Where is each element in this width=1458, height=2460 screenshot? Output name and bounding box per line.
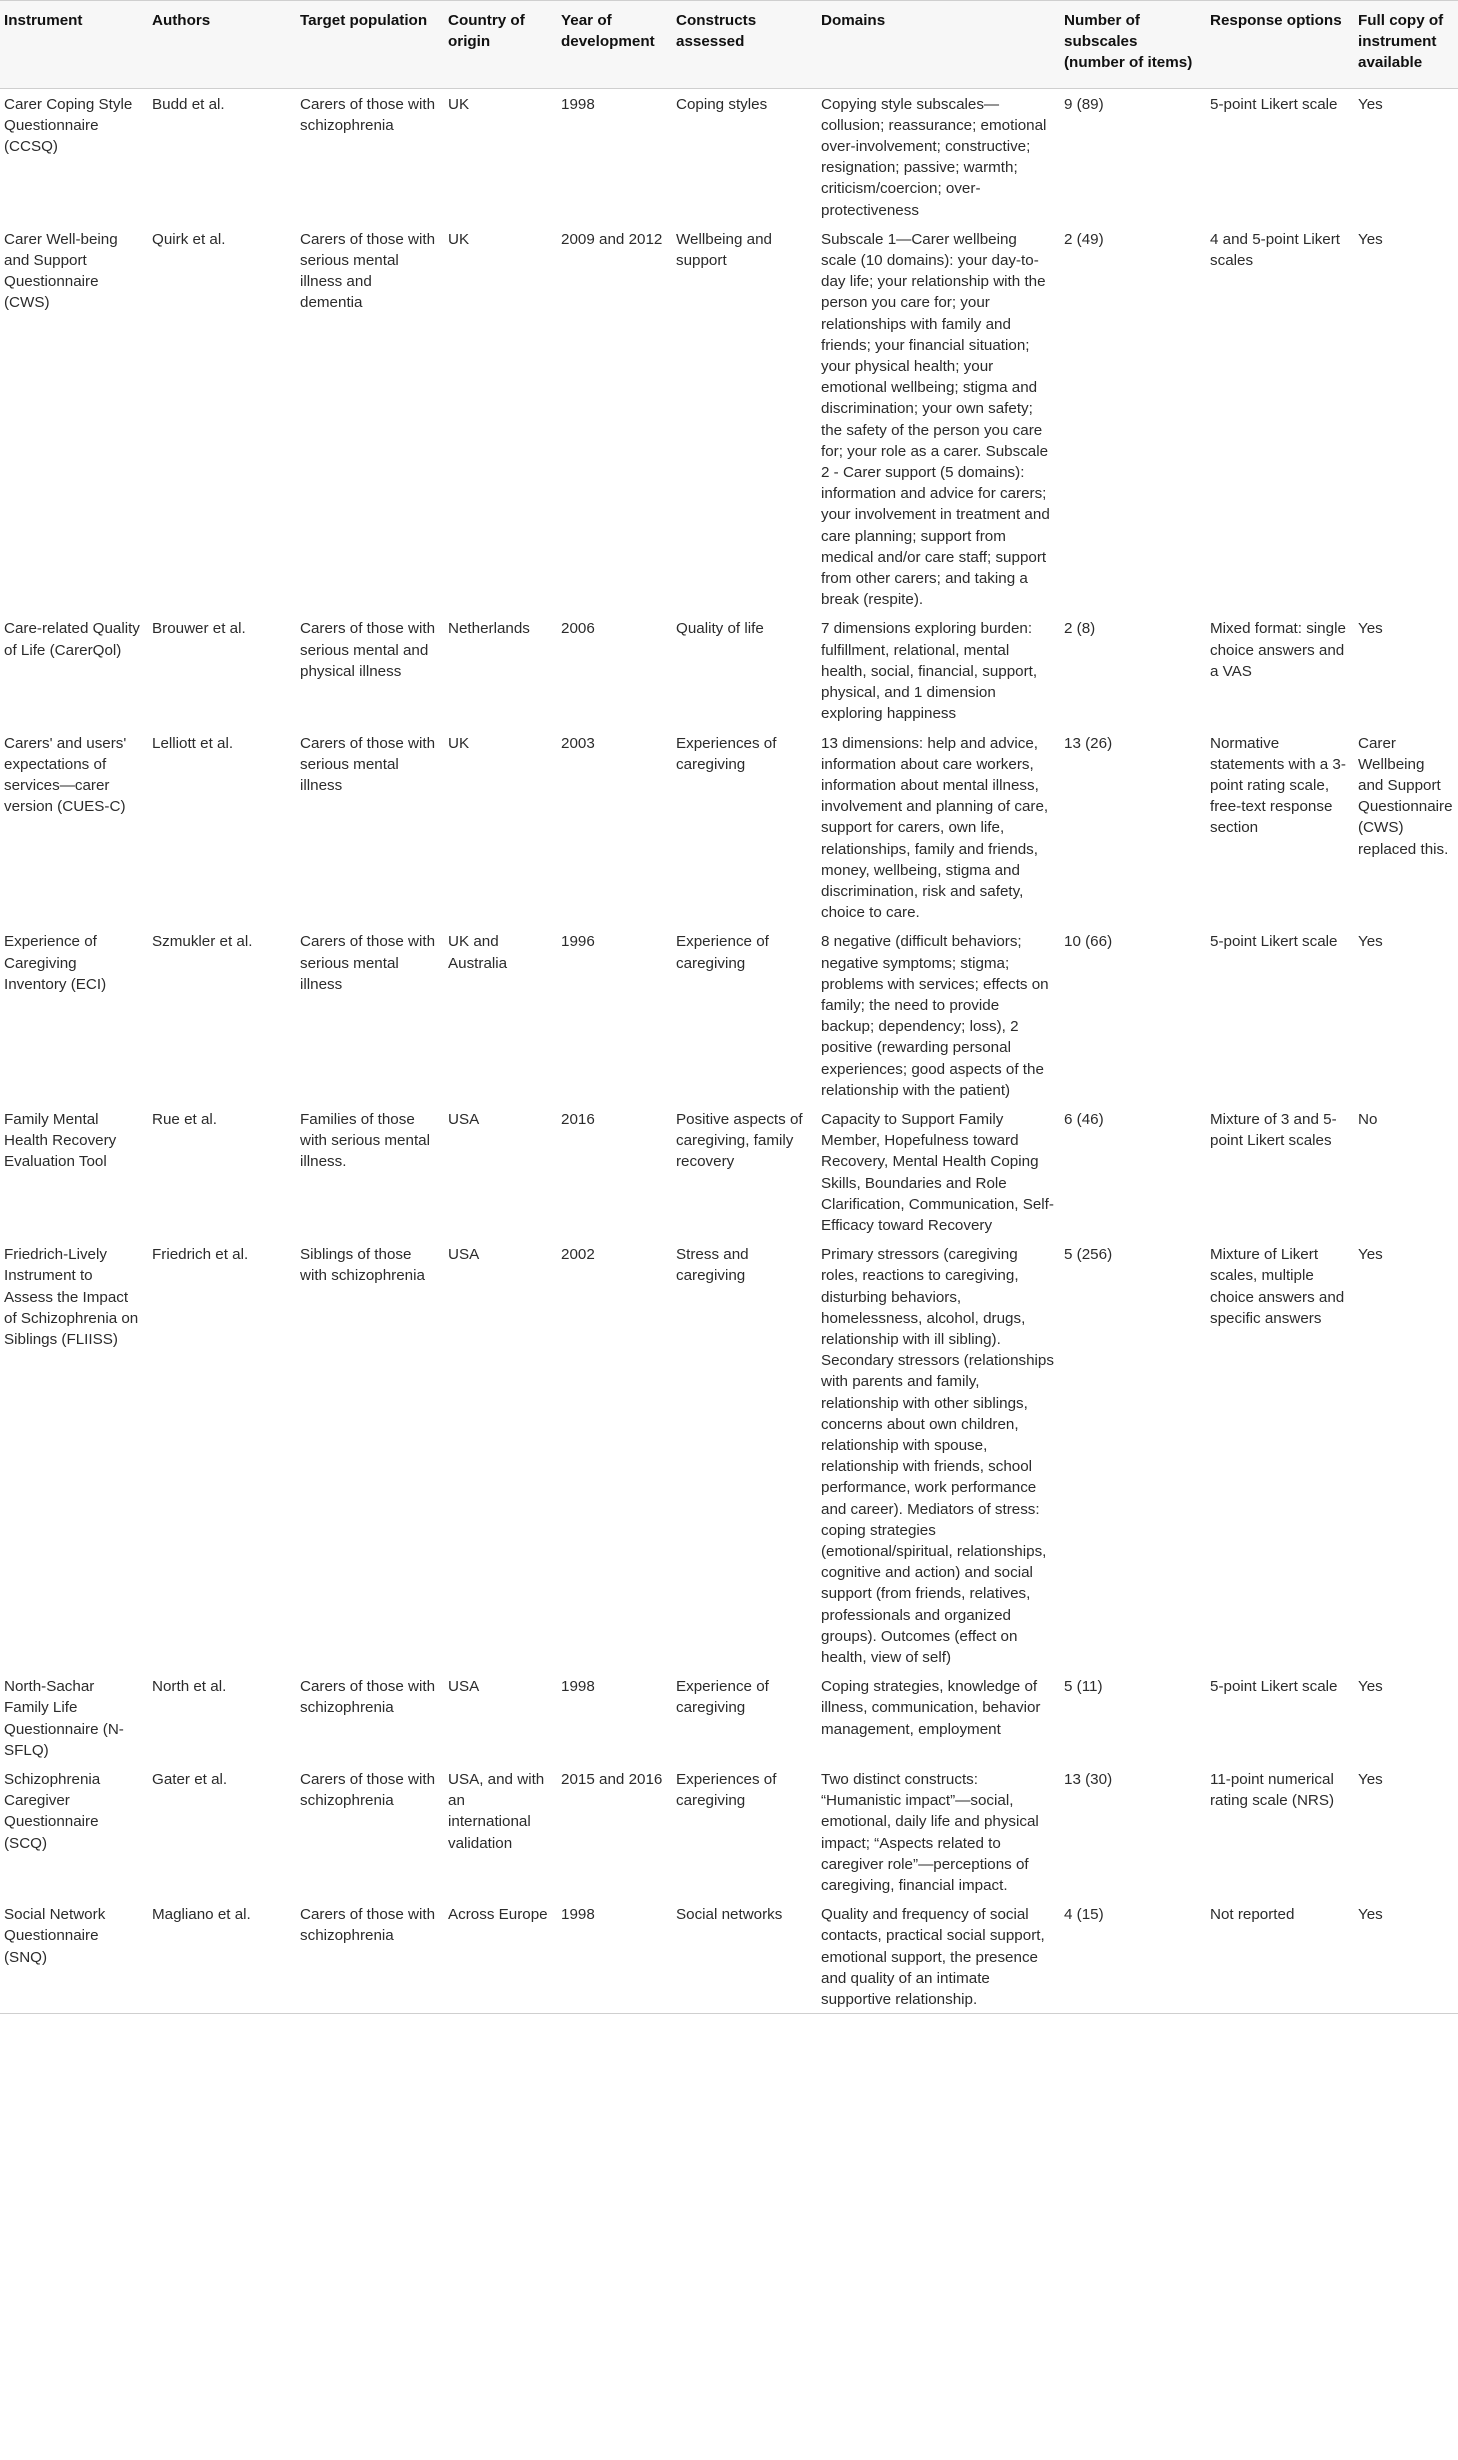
cell-full-copy: Yes xyxy=(1354,1899,1458,2014)
cell-year: 2006 xyxy=(561,620,595,638)
cell-authors: Brouwer et al. xyxy=(152,620,246,638)
cell-domains: Capacity to Support Family Member, Hopefulness toward Recovery, Mental Health Coping Skills, Boundaries and Role Clarification, Communication, Self-Efficacy toward Recovery xyxy=(821,1110,1054,1234)
table-row xyxy=(0,1899,1458,2014)
cell-full-copy: Yes xyxy=(1358,95,1383,113)
header-instrument: Instrument xyxy=(0,1,148,89)
cell-target-population: Carers of those with serious mental and physical illness xyxy=(300,620,436,680)
table-row xyxy=(0,728,1458,927)
cell-instrument: Experience of Caregiving Inventory (ECI) xyxy=(4,933,107,993)
cell-domains: 7 dimensions exploring burden: fulfillment, relational, mental health, social, financial, support, physical, and 1 dimension exploring happiness xyxy=(821,620,1038,723)
cell-target-population: Siblings of those with schizophrenia xyxy=(300,1246,425,1285)
cell-full-copy: Yes xyxy=(1358,1678,1383,1696)
cell-target-population: Carers of those with serious mental illness xyxy=(300,734,436,794)
cell-authors: Magliano et al. xyxy=(148,1899,296,2014)
header-target-population: Target population xyxy=(296,1,444,89)
cell-response-options: Not reported xyxy=(1206,1899,1354,2014)
table-row xyxy=(0,1104,1458,1239)
cell-domains: 13 dimensions: help and advice, information about care workers, information about mental illness, involvement and planning of care, support for carers, own life, relationships, family and friends, money, wellbeing, stigma and discrimination, risk and safety, choice to care. xyxy=(821,734,1049,922)
cell-subscales: 13 (30) xyxy=(1064,1771,1113,1789)
cell-constructs: Coping styles xyxy=(676,95,768,113)
cell-authors: Szmukler et al. xyxy=(152,933,253,951)
cell-country: UK xyxy=(448,734,470,752)
cell-instrument: Schizophrenia Caregiver Questionnaire (SCQ) xyxy=(4,1771,101,1852)
cell-subscales: 10 (66) xyxy=(1064,933,1113,951)
cell-domains: Subscale 1—Carer wellbeing scale (10 domains): your day-to-day life; your relationship with the person you care for; your relationships with family and friends; your financial situation; your physical health; your emotional wellbeing; stigma and discrimination; your own safety; the safety of the person you care for; your role as a carer. Subscale 2 - Carer support (5 domains): information and advice for carers; your involvement in treatment and care planning; support from medical and/or care staff; support from other carers; and taking a break (respite). xyxy=(821,230,1050,609)
header-domains: Domains xyxy=(817,1,1060,89)
cell-subscales: 13 (26) xyxy=(1064,734,1113,752)
cell-year: 1998 xyxy=(561,1678,595,1696)
table-body xyxy=(0,88,1458,2014)
cell-domains: Primary stressors (caregiving roles, reactions to caregiving, disturbing behaviors, homelessness, alcohol, drugs, relationship with ill sibling). Secondary stressors (relationships with parents and family, relationship with other siblings, concerns about own children, relationship with spouse, relationship with friends, school performance, work performance and career). Mediators of stress: coping strategies (emotional/spiritual, relationships, cognitive and action) and social support (from friends, relatives, professionals and organized groups). Outcomes (effect on health, view of self) xyxy=(821,1246,1054,1667)
cell-instrument: Carer Coping Style Questionnaire (CCSQ) xyxy=(4,95,133,156)
cell-year: 1998 xyxy=(561,95,595,113)
cell-constructs: Experience of caregiving xyxy=(676,933,769,972)
cell-response-options: Normative statements with a 3-point rating scale, free-text response section xyxy=(1210,734,1346,837)
cell-country: UK xyxy=(448,230,470,248)
cell-full-copy: Yes xyxy=(1358,1246,1383,1264)
cell-instrument: Carers' and users' expectations of services—carer version (CUES-C) xyxy=(4,734,127,816)
cell-country: USA xyxy=(448,1110,480,1128)
cell-year: 1996 xyxy=(561,933,595,951)
cell-subscales: 5 (11) xyxy=(1064,1678,1103,1696)
header-response-options: Response options xyxy=(1206,1,1354,89)
cell-domains: 8 negative (difficult behaviors; negative symptoms; stigma; problems with services; effects on family; the need to provide backup; dependency; loss), 2 positive (rewarding personal experiences; good aspects of the relationship with the patient) xyxy=(821,933,1049,1099)
cell-authors: Lelliott et al. xyxy=(152,734,234,752)
cell-response-options: 4 and 5-point Likert scales xyxy=(1210,230,1341,270)
cell-full-copy: Yes xyxy=(1358,230,1383,248)
cell-constructs: Wellbeing and support xyxy=(676,230,772,270)
header-year-of-development: Year of development xyxy=(557,1,672,89)
cell-response-options: Mixed format: single choice answers and a VAS xyxy=(1210,620,1346,680)
cell-target-population: Carers of those with serious mental illness xyxy=(300,933,436,993)
cell-subscales: 5 (256) xyxy=(1064,1246,1113,1264)
header-number-of-subscales: Number of subscales (number of items) xyxy=(1060,1,1206,89)
cell-country: UK and Australia xyxy=(448,933,508,972)
table-row xyxy=(0,224,1458,614)
cell-subscales: 6 (46) xyxy=(1064,1110,1104,1128)
cell-target-population: Carers of those with schizophrenia xyxy=(300,95,436,134)
cell-country: UK xyxy=(448,95,470,113)
cell-year: 2009 and 2012 xyxy=(561,230,663,248)
cell-year: 1998 xyxy=(557,1899,672,2014)
cell-response-options: 11-point numerical rating scale (NRS) xyxy=(1210,1771,1335,1810)
cell-instrument: Family Mental Health Recovery Evaluation Tool xyxy=(4,1110,117,1171)
cell-target-population: Carers of those with schizophrenia xyxy=(300,1678,436,1717)
cell-subscales: 2 (49) xyxy=(1064,230,1104,248)
header-row xyxy=(0,1,1458,89)
cell-target-population: Carers of those with schizophrenia xyxy=(300,1771,436,1810)
cell-instrument: Care-related Quality of Life (CarerQol) xyxy=(4,620,140,659)
cell-year: 2003 xyxy=(561,734,595,752)
cell-constructs: Stress and caregiving xyxy=(676,1246,749,1285)
cell-domains: Coping strategies, knowledge of illness, communication, behavior management, employment xyxy=(821,1678,1041,1738)
cell-full-copy: Yes xyxy=(1358,620,1383,638)
cell-domains: Quality and frequency of social contacts, practical social support, emotional support, the presence and quality of an intimate supportive relationship. xyxy=(817,1899,1060,2014)
cell-response-options: 5-point Likert scale xyxy=(1210,1678,1338,1696)
cell-response-options: 5-point Likert scale xyxy=(1210,95,1338,113)
cell-constructs: Experiences of caregiving xyxy=(676,1771,777,1810)
cell-instrument: Friedrich-Lively Instrument to Assess the Impact of Schizophrenia on Siblings (FLIISS) xyxy=(4,1246,139,1348)
cell-authors: Gater et al. xyxy=(152,1771,228,1789)
table-row xyxy=(0,1671,1458,1764)
cell-response-options: Mixture of 3 and 5-point Likert scales xyxy=(1210,1110,1337,1150)
cell-country: Across Europe xyxy=(444,1899,557,2014)
cell-target-population: Carers of those with serious mental illness and dementia xyxy=(300,230,436,312)
header-authors: Authors xyxy=(148,1,296,89)
cell-constructs: Experience of caregiving xyxy=(676,1678,769,1717)
cell-year: 2016 xyxy=(561,1110,595,1128)
cell-subscales: 9 (89) xyxy=(1064,95,1104,113)
cell-constructs: Positive aspects of caregiving, family recovery xyxy=(676,1110,803,1171)
cell-instrument: Carer Well-being and Support Questionnaire (CWS) xyxy=(4,230,118,312)
table-row xyxy=(0,613,1458,727)
header-constructs-assessed: Constructs assessed xyxy=(672,1,817,89)
cell-response-options: 5-point Likert scale xyxy=(1210,933,1338,951)
cell-year: 2002 xyxy=(561,1246,595,1264)
header-full-copy-available: Full copy of instrument available xyxy=(1354,1,1458,89)
cell-full-copy: Carer Wellbeing and Support Questionnaire (CWS) replaced this. xyxy=(1358,734,1453,858)
cell-target-population: Carers of those with schizophrenia xyxy=(296,1899,444,2014)
cell-authors: North et al. xyxy=(152,1678,227,1696)
table-row xyxy=(0,1239,1458,1671)
cell-subscales: 2 (8) xyxy=(1064,620,1096,638)
cell-constructs: Social networks xyxy=(672,1899,817,2014)
cell-domains: Two distinct constructs: “Humanistic impact”—social, emotional, daily life and physical impact; “Aspects related to caregiver role”—perceptions of caregiving, financial impact. xyxy=(821,1771,1039,1895)
cell-authors: Budd et al. xyxy=(152,95,225,113)
cell-country: USA, and with an international validation xyxy=(448,1771,545,1852)
cell-country: USA xyxy=(448,1246,480,1264)
cell-country: USA xyxy=(448,1678,480,1696)
cell-constructs: Quality of life xyxy=(676,620,764,638)
cell-subscales: 4 (15) xyxy=(1060,1899,1206,2014)
cell-authors: Rue et al. xyxy=(152,1110,218,1128)
table-row xyxy=(0,926,1458,1104)
header-country-of-origin: Country of origin xyxy=(444,1,557,89)
cell-authors: Quirk et al. xyxy=(152,230,226,248)
cell-response-options: Mixture of Likert scales, multiple choice answers and specific answers xyxy=(1210,1246,1345,1327)
table-row xyxy=(0,1764,1458,1899)
cell-country: Netherlands xyxy=(448,620,530,638)
cell-full-copy: Yes xyxy=(1358,933,1383,951)
cell-constructs: Experiences of caregiving xyxy=(676,734,777,773)
cell-target-population: Families of those with serious mental illness. xyxy=(300,1110,430,1171)
cell-year: 2015 and 2016 xyxy=(561,1771,663,1789)
cell-authors: Friedrich et al. xyxy=(152,1246,249,1264)
cell-domains: Copying style subscales—collusion; reassurance; emotional over-involvement; constructive; resignation; passive; warmth; criticism/coercion; over-protectiveness xyxy=(821,95,1047,219)
cell-full-copy: No xyxy=(1358,1110,1378,1128)
cell-instrument: Social Network Questionnaire (SNQ) xyxy=(0,1899,148,2014)
cell-full-copy: Yes xyxy=(1358,1771,1383,1789)
cell-instrument: North-Sachar Family Life Questionnaire (N-SFLQ) xyxy=(4,1678,124,1759)
table-row xyxy=(0,88,1458,224)
